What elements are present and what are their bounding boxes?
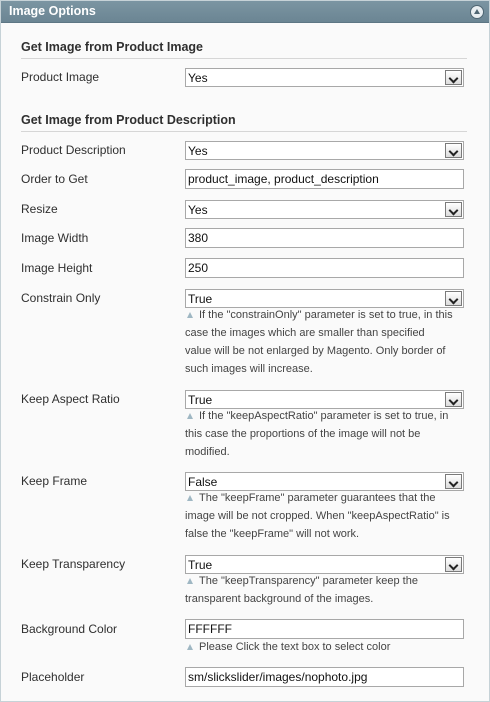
note-arrow-icon [187, 413, 193, 419]
note-line: such images will increase. [185, 363, 313, 375]
note-arrow-icon [187, 495, 193, 501]
note-line: modified. [185, 446, 230, 458]
background-color-note [185, 638, 465, 656]
product-description-value: Yes [188, 144, 208, 158]
section-title-product-image: Get Image from Product Image [21, 40, 203, 54]
note-line: If the "constrainOnly" parameter is set to true, in this [199, 309, 453, 321]
chevron-down-icon[interactable] [445, 291, 462, 306]
chevron-down-icon[interactable] [445, 392, 462, 407]
note-arrow-icon [187, 644, 193, 650]
note-arrow-icon [187, 312, 193, 318]
image-width-label: Image Width [21, 231, 89, 245]
keep-frame-note [185, 489, 465, 543]
resize-value: Yes [188, 203, 208, 217]
image-height-input[interactable] [185, 258, 464, 278]
note-line: this case the proportions of the image will not be [185, 428, 421, 440]
placeholder-input[interactable] [185, 667, 464, 687]
product-image-label: Product Image [21, 70, 100, 84]
product-description-select[interactable] [185, 141, 464, 160]
keep-frame-value: False [188, 475, 218, 489]
note-line: image will be not cropped. When "keepAspectRatio" is [185, 510, 450, 522]
chevron-down-icon[interactable] [445, 143, 462, 158]
order-to-get-label: Order to Get [21, 172, 88, 186]
placeholder-label: Placeholder [21, 670, 85, 684]
image-height-label: Image Height [21, 261, 93, 275]
note-line: The "keepTransparency" parameter keep the [199, 575, 418, 587]
note-line: Please Click the text box to select color [199, 641, 391, 653]
note-line: value will be not enlarged by Magento. Only border of [185, 345, 446, 357]
note-line: false the "keepFrame" will not work. [185, 528, 360, 540]
keep-transparency-label: Keep Transparency [21, 557, 126, 571]
keep-aspect-ratio-value: True [188, 393, 213, 407]
resize-select[interactable] [185, 200, 464, 219]
chevron-down-icon[interactable] [445, 202, 462, 217]
constrain-only-label: Constrain Only [21, 291, 101, 305]
chevron-down-icon[interactable] [445, 474, 462, 489]
keep-transparency-value: True [188, 558, 213, 572]
resize-label: Resize [21, 202, 58, 216]
chevron-down-icon[interactable] [445, 557, 462, 572]
product-image-value: Yes [188, 71, 208, 85]
chevron-down-icon[interactable] [445, 70, 462, 85]
section-title-product-description: Get Image from Product Description [21, 113, 236, 127]
panel-title: Image Options [9, 4, 96, 18]
keep-aspect-ratio-label: Keep Aspect Ratio [21, 392, 120, 406]
keep-frame-label: Keep Frame [21, 474, 88, 488]
note-arrow-icon [187, 578, 193, 584]
product-image-select[interactable] [185, 68, 464, 87]
keep-transparency-note [185, 572, 465, 608]
section-divider [21, 58, 467, 59]
product-description-label: Product Description [21, 143, 126, 157]
order-to-get-input[interactable] [185, 169, 464, 189]
note-line: case the images which are smaller than specified [185, 327, 425, 339]
constrain-only-value: True [188, 292, 213, 306]
panel-header[interactable] [1, 1, 489, 23]
image-width-input[interactable] [185, 228, 464, 248]
background-color-input[interactable] [185, 619, 464, 639]
section-divider [21, 131, 467, 132]
note-line: The "keepFrame" parameter guarantees that the [199, 492, 436, 504]
note-line: transparent background of the images. [185, 593, 374, 605]
constrain-only-note [185, 306, 465, 378]
background-color-label: Background Color [21, 622, 118, 636]
note-line: If the "keepAspectRatio" parameter is set to true, in [199, 410, 449, 422]
keep-aspect-ratio-note [185, 407, 465, 461]
collapse-icon[interactable] [470, 5, 484, 19]
